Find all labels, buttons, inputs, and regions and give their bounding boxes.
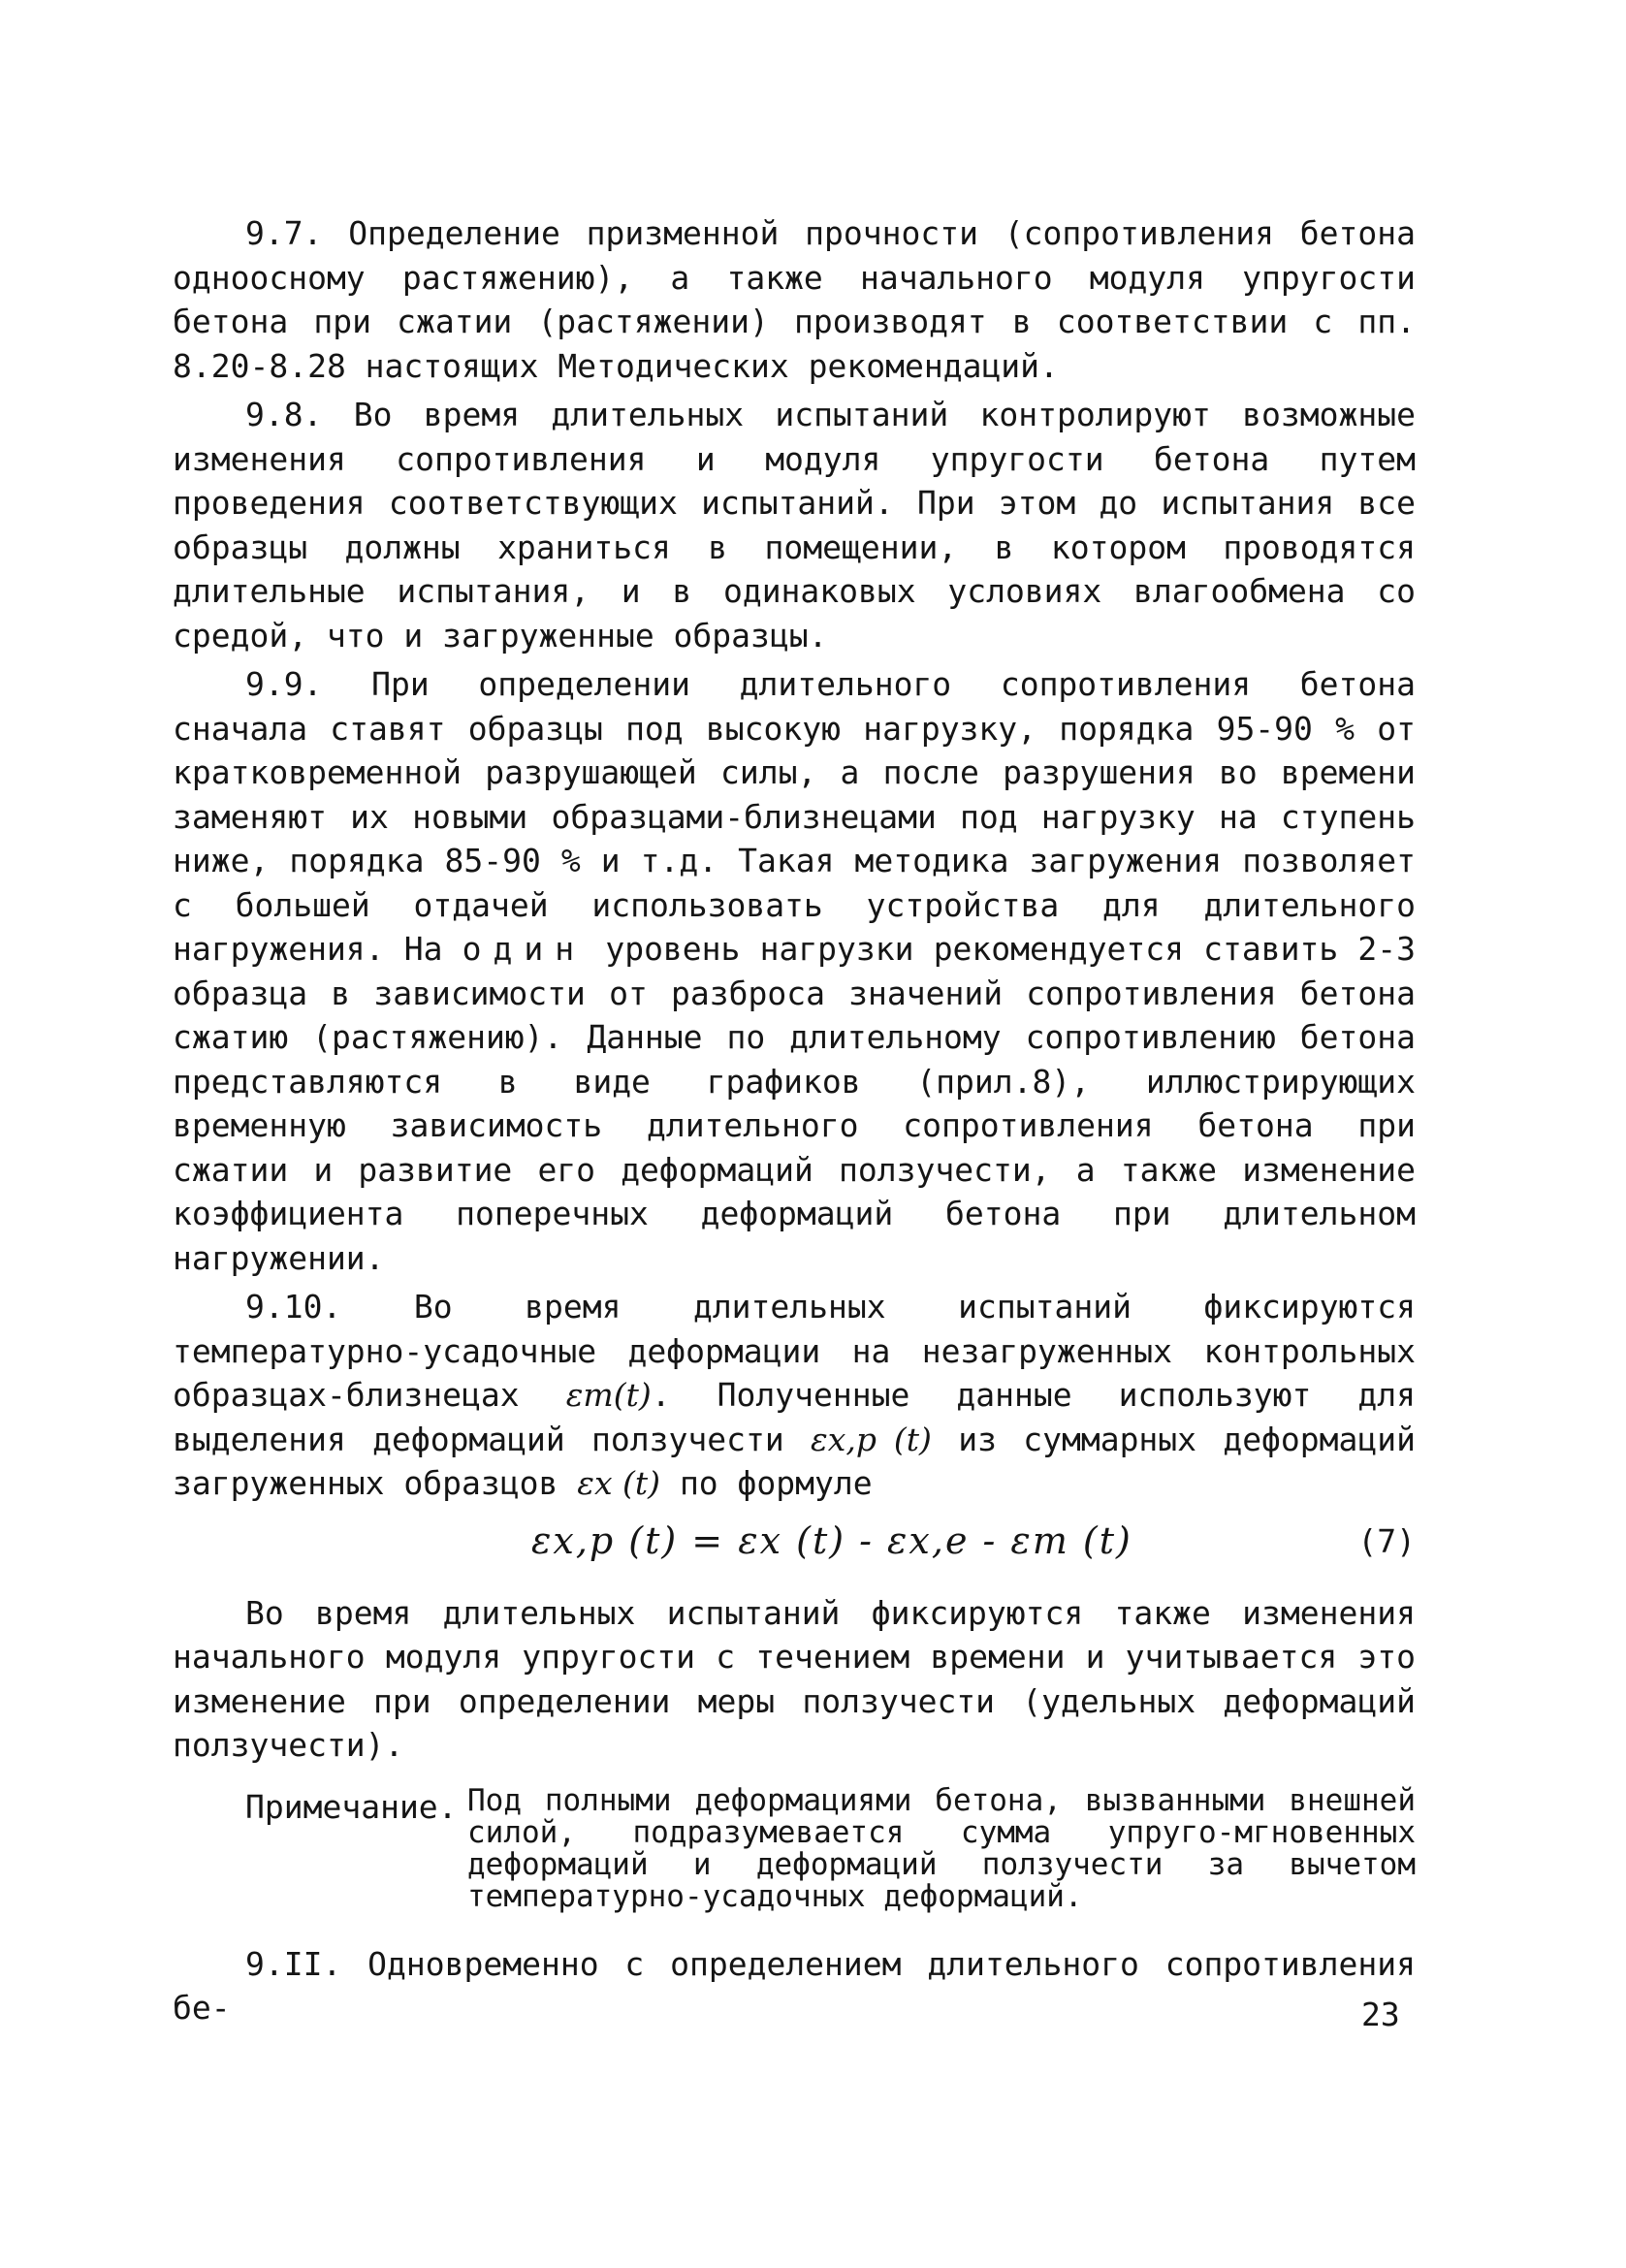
note-text: Под полными деформациями бетона, вызванными внешней силой, подразумевается сумма упруго-мгновенных деформаций и деформаций ползучести за вычетом температурно-усадочных деформаций. [467,1782,1416,1914]
paragraph-9-9-part-b: уровень нагрузки рекомендуется ставить 2-3 образца в зависимости от разброса значений сопротивления бетона сжатию (растяжению). Данные по длительному сопротивлению бетона представляются в виде графиков (прил.8), иллюстрирующих временную зависимость длительного сопротивления бетона при сжатии и развитие его деформаций ползучести, а также изменение коэффициента поперечных деформаций бетона при длительном нагружении. [173,930,1417,1277]
paragraph-9-9 [173,662,1416,1280]
paragraph-9-8: 9.8. Во время длительных испытаний контролируют возможные изменения сопротивления и модуля упругости бетона путем проведения соответствующих испытаний. При этом до испытания все образцы должны храниться в помещении, в котором проводятся длительные испытания, и в одинаковых условиях влагообмена со средой, что и загруженные образцы. [173,396,1416,655]
formula-7 [173,1514,1416,1581]
note-label: Примечание. [245,1787,458,1826]
note-block [173,1782,1416,1914]
paragraph-9-7: 9.7. Определение призменной прочности (сопротивления бетона одноосному растяжению), а также начального модуля упругости бетона при сжатии (растяжении) производят в соответствии с пп. 8.20-8.28 настоящих Методических рекомендаций. [173,214,1416,385]
symbol-eps-m: εm(t) [565,1376,652,1414]
symbol-eps-xp: εx,p (t) [811,1420,932,1458]
paragraph-9-10-part-c: из суммарных деформаций загруженных образцов [173,1420,1416,1502]
paragraph-9-9-part-a: 9.9. При определении длительного сопротивления бетона сначала ставят образцы под высокую нагрузку, порядка 95-90 % от кратковременной разрушающей силы, а после разрушения во времени заменяют их новыми образцами-близнецами под нагрузку на ступень ниже, порядка 85-90 % и т.д. Такая методика загружения позволяет с большей отдачей использовать устройства для длительного нагружения. На [173,665,1416,968]
formula-expression: εx,p (t) = εx (t) - εx,e - εm (t) [531,1518,1132,1562]
paragraph-9-10 [173,1285,1416,1506]
symbol-eps-x: εx (t) [577,1464,661,1502]
paragraph-9-11: 9.II. Одновременно с определением длительного сопротивления бе- [173,1944,1416,2027]
paragraph-9-9-spaced-word: один [462,930,587,968]
paragraph-9-10-part-a: 9.10. Во время длительных испытаний фиксируются температурно-усадочные деформации на незагруженных контрольных образцах-близнецах [173,1288,1416,1414]
formula-number: (7) [1357,1521,1416,1560]
page-number: 23 [1361,1996,1400,2033]
document-page [173,211,1416,2030]
paragraph-after-formula: Во время длительных испытаний фиксируются также изменения начального модуля упругости с течением времени и учитывается это изменение при определении меры ползучести (удельных деформаций ползучести). [173,1593,1416,1764]
paragraph-9-10-part-b: . Полученные данные используют для выделения деформаций ползучести [173,1376,1416,1458]
paragraph-9-10-part-d: по формуле [679,1464,873,1502]
